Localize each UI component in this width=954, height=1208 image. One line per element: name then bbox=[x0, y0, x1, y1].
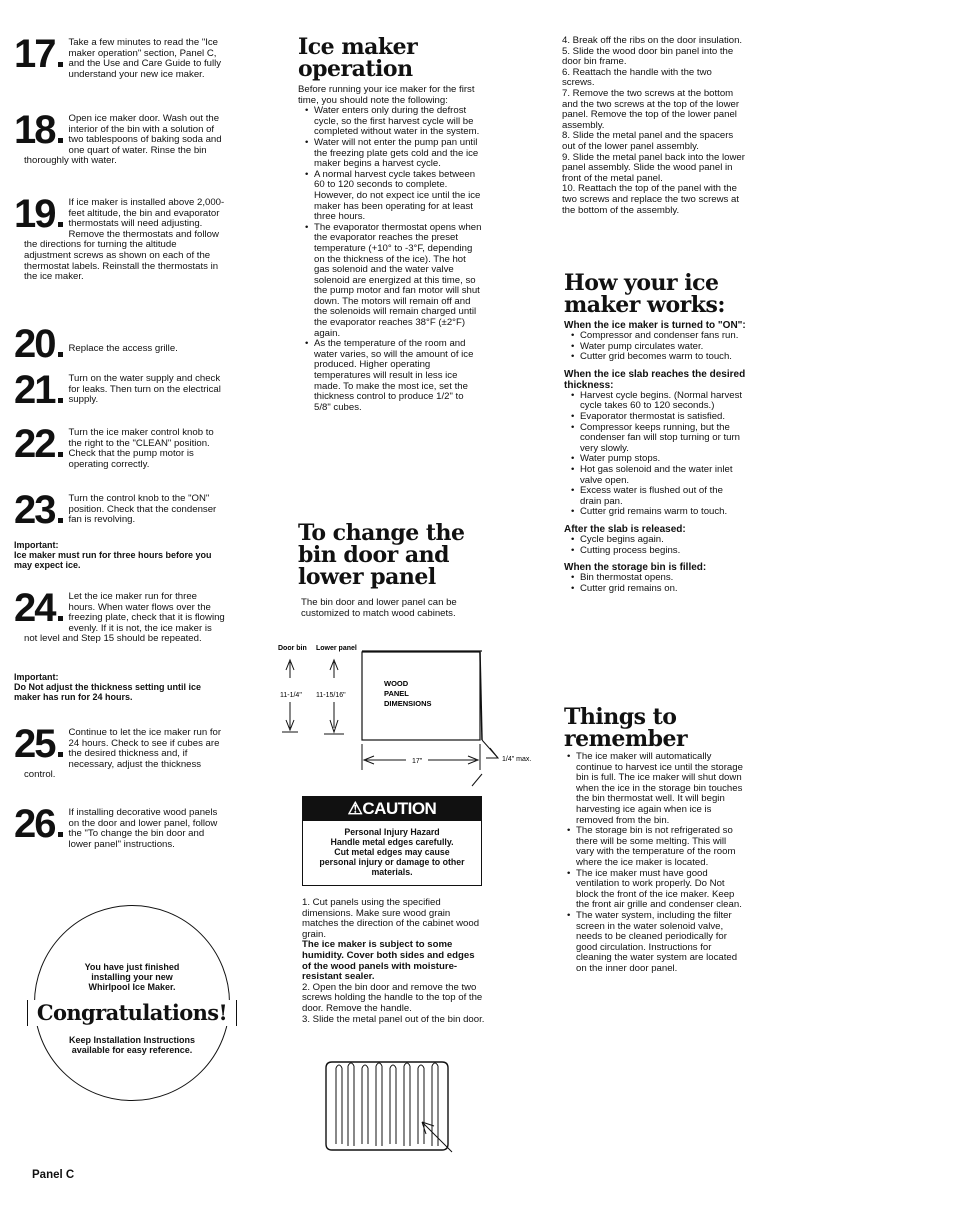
how-group-3-heading: After the slab is released: bbox=[564, 523, 686, 535]
congrats-title: Congratulations! bbox=[27, 1000, 237, 1026]
step-number: 23 bbox=[14, 494, 63, 526]
change-step-9: 9. Slide the metal panel back into the lower panel assembly. Slide the wood panel in front of the metal panel. bbox=[562, 151, 745, 184]
congrats-top-text: You have just finished installing your new Whirlpool Ice Maker. bbox=[84, 962, 180, 992]
step-23 bbox=[14, 488, 226, 532]
panel-dimension-diagram bbox=[276, 640, 546, 790]
list-item: • Compressor and condenser fans run. bbox=[568, 331, 746, 342]
step-number: 18 bbox=[14, 114, 63, 146]
step-text: If ice maker is installed above 2,000-feet altitude, the bin and evaporator thermostats will need adjusting. Remove the thermostats and follow the directions for turning the altitude adjustment screws as shown on each of the thermostat labels. Reinstall the thermostats in the ice maker. bbox=[24, 197, 225, 283]
list-item: • Water pump circulates water. bbox=[568, 342, 746, 353]
how-heading: How your ice maker works: bbox=[564, 270, 725, 318]
change-step-8: 8. Slide the metal panel and the spacers out of the lower panel assembly. bbox=[562, 130, 734, 152]
change-step-10: 10. Reattach the top of the panel with the two screws and replace the two screws at the bottom of the assembly. bbox=[562, 183, 740, 216]
list-item: • Bin thermostat opens. bbox=[568, 573, 746, 584]
list-item: • As the temperature of the room and water varies, so will the amount of ice produced. Higher operating temperatures will result in less ice made. To make the most ice, set the thickness control to produce 1/2" to 5/8" cubes. bbox=[302, 339, 482, 413]
how-group-2-list bbox=[568, 391, 746, 518]
list-item: • Compressor keeps running, but the condenser fan will stop turning or turn very slowly. bbox=[568, 423, 746, 455]
things-list bbox=[564, 752, 746, 974]
congrats-bottom-text: Keep Installation Instructions available for easy reference. bbox=[68, 1035, 196, 1055]
list-item: • Water will not enter the pump pan until the freezing plate gets cold and the ice maker begins a harvest cycle. bbox=[302, 138, 482, 170]
change-step-6: 6. Reattach the handle with the two screws. bbox=[562, 66, 712, 89]
step-number: 20 bbox=[14, 328, 63, 360]
dimension-height-2: 11-15/16" bbox=[316, 692, 346, 699]
list-item: • The ice maker must have good ventilation to work properly. Do Not block the front of the ice maker. Keep the front air grille and condenser clean. bbox=[564, 869, 746, 911]
how-body bbox=[564, 320, 746, 594]
how-group-4-list bbox=[568, 573, 746, 594]
list-item: • Water enters only during the defrost cycle, so the first harvest cycle will be completed without water in the system. bbox=[302, 106, 482, 138]
list-item: • Evaporator thermostat is satisfied. bbox=[568, 412, 746, 423]
how-group-1-heading: When the ice maker is turned to "ON": bbox=[564, 320, 746, 331]
caution-header: ⚠CAUTION bbox=[303, 797, 481, 821]
change-step-7: 7. Remove the two screws at the bottom and the two screws at the top of the lower panel. Remove the top of the lower panel assembly. bbox=[562, 87, 740, 131]
step-20 bbox=[14, 322, 226, 366]
page-footer: Panel C bbox=[32, 1169, 75, 1181]
panel-label-line3: DIMENSIONS bbox=[384, 699, 432, 708]
list-item: • The storage bin is not refrigerated so there will be some melting. This will vary with the temperature of the room where the ice maker is located. bbox=[564, 826, 746, 868]
list-item: • Cutter grid remains warm to touch. bbox=[568, 507, 746, 518]
step-22 bbox=[14, 422, 226, 470]
dimension-height-1: 11-1/4" bbox=[280, 692, 302, 699]
dimension-max-thickness: 1/4" max. bbox=[502, 756, 532, 763]
how-group-4-heading: When the storage bin is filled: bbox=[564, 562, 707, 574]
step-21 bbox=[14, 368, 226, 412]
important-note-1: Important: Ice maker must run for three hours before you may expect ice. bbox=[14, 540, 212, 570]
step-number: 26 bbox=[14, 808, 63, 840]
list-item: • Cutting process begins. bbox=[568, 546, 746, 557]
list-item: • A normal harvest cycle takes between 60 to 120 seconds to complete. However, do not expect ice until the ice maker has been operating for at least three hours. bbox=[302, 170, 482, 223]
change-step-2: 2. Open the bin door and remove the two screws holding the handle to the top of the door. Remove the handle. bbox=[302, 981, 483, 1014]
step-number: 21 bbox=[14, 374, 63, 406]
step-24 bbox=[14, 586, 226, 645]
lower-panel-label: Lower panel bbox=[316, 645, 357, 652]
step-text: If installing decorative wood panels on the door and lower panel, follow the "To change the bin door and lower panel" instructions. bbox=[68, 807, 218, 850]
caution-body: Personal Injury Hazard Handle metal edges carefully. Cut metal edges may cause personal injury or damage to other materials. bbox=[319, 827, 465, 877]
step-text: Let the ice maker run for three hours. When water flows over the freezing plate, check that it is flowing evenly. If it is not, the ice maker is not level and Step 15 should be repeated. bbox=[24, 591, 225, 645]
step-18 bbox=[14, 108, 226, 167]
congratulations-badge bbox=[34, 905, 230, 1101]
step-26 bbox=[14, 802, 226, 850]
step-text: Continue to let the ice maker run for 24 hours. Check to see if cubes are the desired thickness and, if necessary, adjust the thickness control. bbox=[24, 727, 222, 781]
how-group-2-heading: When the ice slab reaches the desired thickness: bbox=[564, 368, 746, 391]
change-step-3: 3. Slide the metal panel out of the bin door. bbox=[302, 1013, 485, 1025]
change-intro: The bin door and lower panel can be customized to match wood cabinets. bbox=[301, 597, 457, 619]
how-group-1-list bbox=[568, 331, 746, 363]
list-item: • Water pump stops. bbox=[568, 454, 746, 465]
list-item: • The evaporator thermostat opens when the evaporator reaches the preset temperature (+10° to -3°F, depending on the thickness of the ice). The hot gas solenoid and the water valve solenoid are energized at this time, so the pump motor and fan motor will shut down. The motors will remain off and the solenoids will remain charged until the evaporator reaches 38°F (±2°F) again. bbox=[302, 223, 482, 340]
things-heading: Things to remember bbox=[564, 704, 688, 752]
change-steps-part2 bbox=[562, 36, 746, 216]
list-item: • Cutter grid remains on. bbox=[568, 584, 746, 595]
step-number: 25 bbox=[14, 728, 63, 760]
list-item: • Harvest cycle begins. (Normal harvest cycle takes 60 to 120 seconds.) bbox=[568, 391, 746, 412]
step-text: Turn the control knob to the "ON" position. Check that the condenser fan is revolving. bbox=[68, 493, 217, 526]
step-number: 24 bbox=[14, 592, 63, 624]
door-bin-label: Door bin bbox=[278, 645, 307, 652]
list-item: • The ice maker will automatically continue to harvest ice until the storage bin is full. The ice maker will shut down when the ice in the storage bin touches the bin thermostat well. It will begin harvesting ice again when ice is removed from the bin. bbox=[564, 752, 746, 826]
change-step-1: 1. Cut panels using the specified dimensions. Make sure wood grain matches the direction of the cabinet wood grain. bbox=[302, 897, 480, 940]
list-item: • Cycle begins again. bbox=[568, 535, 746, 546]
operation-intro: Before running your ice maker for the first time, you should note the following: bbox=[298, 84, 475, 106]
step-text: Turn the ice maker control knob to the right to the "CLEAN" position. Check that the pump motor is operating correctly. bbox=[68, 427, 214, 470]
important-note-2: Important: Do Not adjust the thickness setting until ice maker has run for 24 hours. bbox=[14, 672, 202, 702]
change-step-4: 4. Break off the ribs on the door insulation. bbox=[562, 35, 743, 46]
list-item: • Hot gas solenoid and the water inlet valve open. bbox=[568, 465, 746, 486]
change-step-5: 5. Slide the wood door bin panel into the door bin frame. bbox=[562, 45, 734, 68]
operation-body bbox=[298, 85, 482, 413]
step-number: 19 bbox=[14, 198, 63, 230]
step-text: Open ice maker door. Wash out the interior of the bin with a solution of two tablespoons of baking soda and one quart of water. Rinse the bin thoroughly with water. bbox=[24, 113, 222, 167]
change-heading: To change the bin door and lower panel bbox=[298, 520, 465, 590]
sealer-note: The ice maker is subject to some humidity. Cover both sides and edges of the wood panels with moisture-resistant sealer. bbox=[302, 939, 475, 983]
step-number: 17 bbox=[14, 38, 63, 70]
step-17 bbox=[14, 32, 226, 80]
step-text: Take a few minutes to read the "Ice maker operation" section, Panel C, and the Use and Care Guide to fully understand your new ice maker. bbox=[68, 37, 222, 80]
step-19 bbox=[14, 192, 226, 283]
change-steps-part1 bbox=[302, 898, 486, 1025]
list-item: • The water system, including the filter screen in the water solenoid valve, needs to be cleaned periodically for good circulation. Instructions for cleaning the water system are located on the inner door panel. bbox=[564, 911, 746, 975]
panel-label-line1: WOOD bbox=[384, 679, 409, 688]
step-text: Replace the access grille. bbox=[68, 343, 178, 354]
list-item: • Excess water is flushed out of the drain pan. bbox=[568, 486, 746, 507]
caution-box bbox=[302, 796, 482, 886]
list-item: • Cutter grid becomes warm to touch. bbox=[568, 352, 746, 363]
operation-list bbox=[302, 106, 482, 413]
operation-heading: Ice maker operation bbox=[298, 34, 418, 82]
how-group-3-list bbox=[568, 535, 746, 556]
dimension-width: 17" bbox=[412, 758, 423, 765]
door-insulation-illustration bbox=[322, 1058, 454, 1154]
panel-label-line2: PANEL bbox=[384, 689, 409, 698]
step-25 bbox=[14, 722, 226, 781]
step-text: Turn on the water supply and check for leaks. Then turn on the electrical supply. bbox=[68, 373, 221, 406]
step-number: 22 bbox=[14, 428, 63, 460]
